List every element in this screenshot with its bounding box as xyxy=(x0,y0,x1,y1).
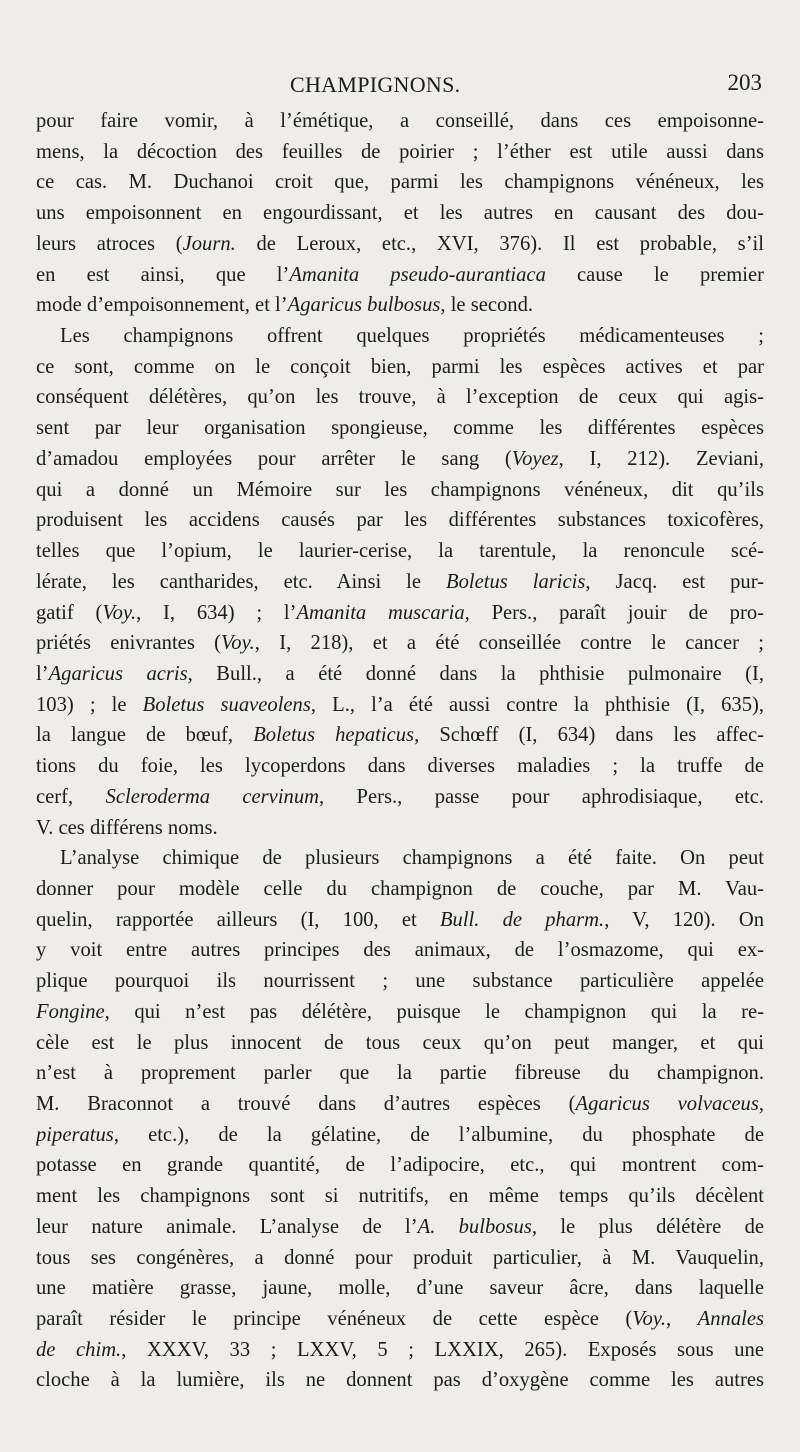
italic-run: A. bulbosus xyxy=(417,1215,532,1238)
text-run: , I, 634) ; l’ xyxy=(136,601,297,624)
text-line xyxy=(36,167,764,198)
text-run: sent par leur organisation spongieuse, comme les différentes espèces xyxy=(36,417,764,440)
text-run: , etc.), de la gélatine, de l’albumine, du phosphate de xyxy=(113,1123,764,1146)
italic-run: Annales xyxy=(697,1308,764,1331)
text-line xyxy=(36,1335,764,1366)
italic-run: Fongine xyxy=(36,1000,105,1023)
text-run: paraît résider le principe vénéneux de cette espèce ( xyxy=(36,1308,633,1331)
text-line xyxy=(36,536,764,567)
text-run: , V, 120). On xyxy=(604,908,764,931)
italic-run: de chim. xyxy=(36,1338,122,1361)
italic-run: Scleroderma cervinum xyxy=(105,785,320,808)
text-line xyxy=(36,321,764,352)
text-run: leur nature animale. L’analyse de l’ xyxy=(36,1215,418,1238)
text-run: plique pourquoi ils nourrissent ; une substance particulière appelée xyxy=(36,970,764,993)
italic-run: Agaricus volvaceus xyxy=(575,1093,759,1115)
text-run: , Bull., a été donné dans la phthisie pulmonaire (I, xyxy=(187,662,764,685)
page-header xyxy=(0,68,800,104)
text-run: , le second. xyxy=(440,294,534,317)
text-run: priétés enivrantes ( xyxy=(36,632,221,655)
text-line xyxy=(36,229,764,260)
body-text xyxy=(36,106,764,1396)
text-line xyxy=(36,567,764,598)
text-run: , XXXV, 33 ; LXXV, 5 ; LXXIX, 265). Exposés sous une xyxy=(121,1338,764,1361)
text-line xyxy=(36,444,764,475)
text-line xyxy=(36,106,764,137)
italic-run: Amanita muscaria xyxy=(296,601,465,624)
text-run: ment les champignons sont si nutritifs, en même temps qu’ils décèlent xyxy=(36,1185,764,1208)
text-run: , I, 218), et a été conseillée contre le cancer ; xyxy=(254,632,764,655)
text-run: , L., l’a été aussi contre la phthisie (I, 635), xyxy=(310,693,764,716)
italic-run: Boletus hepaticus xyxy=(253,724,415,747)
text-run: quelin, rapportée ailleurs (I, 100, et xyxy=(36,908,440,931)
italic-run: Amanita pseudo-aurantiaca xyxy=(289,263,546,286)
text-line xyxy=(36,475,764,506)
text-run: telles que l’opium, le laurier-cerise, la tarentule, la renoncule scé- xyxy=(36,540,764,563)
text-line xyxy=(36,1028,764,1059)
text-run: en est ainsi, que l’ xyxy=(36,263,290,286)
italic-run: Agaricus bulbosus xyxy=(287,294,441,317)
italic-run: Agaricus acris xyxy=(48,662,188,685)
text-line xyxy=(36,198,764,229)
text-run: mode d’empoisonnement, et l’ xyxy=(36,294,288,317)
text-run: cèle est le plus innocent de tous ceux qu’on peut manger, et qui xyxy=(36,1031,764,1054)
text-line xyxy=(36,1150,764,1181)
text-run: , qui n’est pas délétère, puisque le champignon qui la re- xyxy=(104,1000,764,1023)
text-run: , Pers., paraît jouir de pro- xyxy=(464,601,764,624)
text-run: Les champignons offrent quelques propriétés médicamenteuses ; xyxy=(60,325,764,348)
running-title: CHAMPIGNONS. xyxy=(290,72,461,97)
text-line xyxy=(36,137,764,168)
text-run: produisent les accidens causés par les différentes substances toxicofères, xyxy=(36,509,764,532)
text-run: la langue de bœuf, xyxy=(36,724,254,747)
text-line xyxy=(36,1304,764,1335)
text-run: ce sont, comme on le conçoit bien, parmi les espèces actives et par xyxy=(36,355,764,378)
text-run: lérate, les cantharides, etc. Ainsi le xyxy=(36,570,447,593)
text-line xyxy=(36,905,764,936)
text-run: uns empoisonnent en engourdissant, et les autres en causant des dou- xyxy=(36,202,764,225)
italic-run: Voyez xyxy=(511,447,559,470)
text-line xyxy=(36,782,764,813)
text-run: , xyxy=(665,1308,698,1331)
text-line xyxy=(36,1243,764,1274)
text-run: de Leroux, etc., XVI, 376). Il est probable, s’il xyxy=(235,232,764,255)
text-line xyxy=(36,505,764,536)
text-run: , Pers., passe pour aphrodisiaque, etc. xyxy=(319,785,764,808)
italic-run: Boletus laricis xyxy=(446,570,586,593)
text-run: leurs atroces ( xyxy=(36,232,183,255)
text-line xyxy=(36,843,764,874)
text-line xyxy=(36,628,764,659)
text-run: une matière grasse, jaune, molle, d’une saveur âcre, dans laquelle xyxy=(36,1277,764,1300)
text-line xyxy=(36,290,764,321)
text-run: n’est à proprement parler que la partie fibreuse du champignon. xyxy=(36,1062,764,1085)
text-run: tous ses congénères, a donné pour produit particulier, à M. Vauquelin, xyxy=(36,1246,764,1269)
text-run: mens, la décoction des feuilles de poirier ; l’éther est utile aussi dans xyxy=(36,140,764,163)
text-line xyxy=(36,813,764,844)
italic-run: Boletus suaveolens xyxy=(142,693,311,716)
italic-run: Voy. xyxy=(221,632,255,655)
italic-run: Bull. de pharm. xyxy=(439,908,605,931)
text-run: ce cas. M. Duchanoi croit que, parmi les champignons vénéneux, les xyxy=(36,171,764,194)
text-run: , Schœff (I, 634) dans les affec- xyxy=(414,724,764,747)
text-line xyxy=(36,382,764,413)
text-run: donner pour modèle celle du champignon de couche, par M. Vau- xyxy=(36,877,764,900)
text-line xyxy=(36,1273,764,1304)
text-run: d’amadou employées pour arrêter le sang ( xyxy=(36,447,512,470)
text-run: potasse en grande quantité, de l’adipocire, etc., qui montrent com- xyxy=(36,1154,764,1177)
text-line xyxy=(36,997,764,1028)
text-run: 103) ; le xyxy=(36,693,143,716)
italic-run: Voy. xyxy=(632,1308,666,1331)
text-run: M. Braconnot a trouvé dans d’autres espèces ( xyxy=(36,1093,576,1115)
text-line xyxy=(36,1089,764,1120)
text-line xyxy=(36,690,764,721)
text-line xyxy=(36,1058,764,1089)
text-run: cause le premier xyxy=(545,263,764,286)
text-line xyxy=(36,1181,764,1212)
text-run: gatif ( xyxy=(36,601,103,624)
text-line xyxy=(36,720,764,751)
text-run: pour faire vomir, à l’émétique, a conseillé, dans ces empoisonne- xyxy=(36,110,764,132)
text-line xyxy=(36,1120,764,1151)
text-run: , xyxy=(758,1093,764,1115)
text-line xyxy=(36,260,764,291)
text-line xyxy=(36,1212,764,1243)
text-line xyxy=(36,413,764,444)
text-run: , le plus délétère de xyxy=(531,1215,764,1238)
text-run: cerf, xyxy=(36,785,106,808)
text-line xyxy=(36,659,764,690)
text-line xyxy=(36,874,764,905)
text-line xyxy=(36,352,764,383)
text-run: L’analyse chimique de plusieurs champignons a été faite. On peut xyxy=(60,847,764,870)
text-run: , I, 212). Zeviani, xyxy=(558,447,764,470)
text-run: l’ xyxy=(36,662,49,685)
text-line xyxy=(36,966,764,997)
page-number: 203 xyxy=(727,70,762,95)
text-line xyxy=(36,935,764,966)
italic-run: piperatus xyxy=(36,1123,114,1146)
text-line xyxy=(36,751,764,782)
text-run: y voit entre autres principes des animaux, de l’osmazome, qui ex- xyxy=(36,939,764,962)
italic-run: Voy. xyxy=(102,601,137,624)
italic-run: Journ. xyxy=(182,232,236,255)
text-run: V. ces différens noms. xyxy=(36,816,218,839)
text-line xyxy=(36,598,764,629)
text-run: cloche à la lumière, ils ne donnent pas d’oxygène comme les autres xyxy=(36,1369,764,1392)
text-line xyxy=(36,1365,764,1396)
text-run: qui a donné un Mémoire sur les champignons vénéneux, dit qu’ils xyxy=(36,478,764,501)
text-run: , Jacq. est pur- xyxy=(585,570,764,593)
text-run: tions du foie, les lycoperdons dans diverses maladies ; la truffe de xyxy=(36,755,764,778)
text-run: conséquent délétères, qu’on les trouve, à l’exception de ceux qui agis- xyxy=(36,386,764,409)
